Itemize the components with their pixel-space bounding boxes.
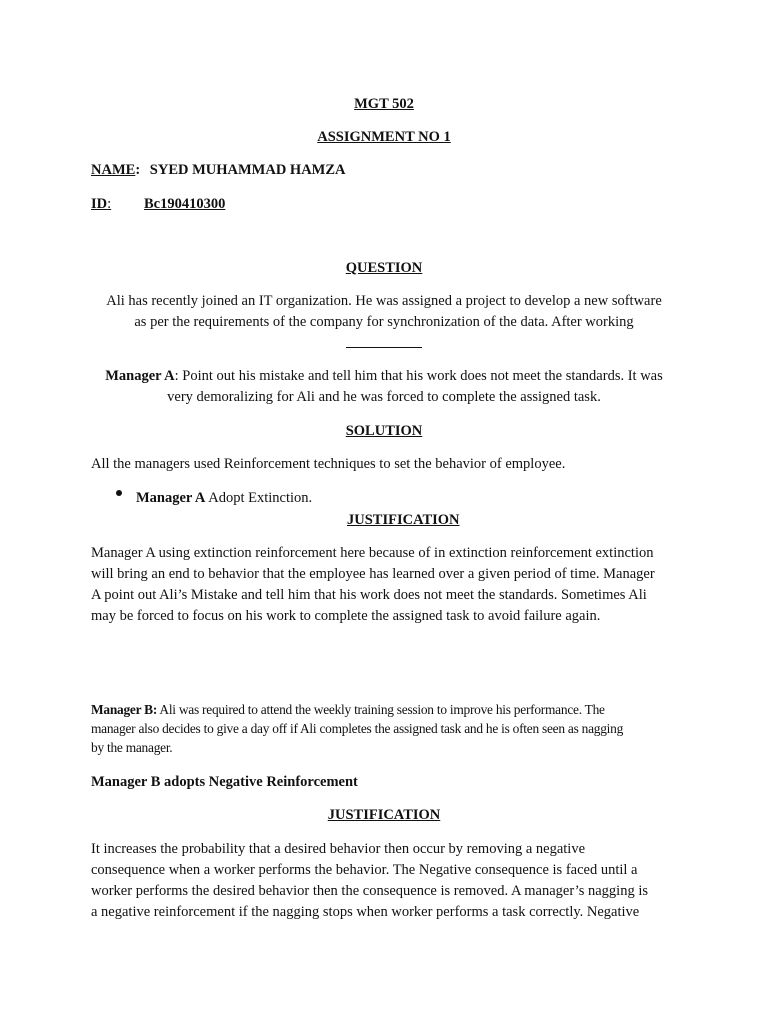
student-id: Bc190410300 [144, 196, 226, 212]
assignment-title: ASSIGNMENT NO 1 [317, 129, 451, 145]
justification-a-line: Manager A using extinction reinforcement here because of in extinction reinforcement extinction [91, 545, 654, 561]
manager-b-line: manager also decides to give a day off if Ali completes the assigned task and he is often seen as nagging [91, 721, 624, 736]
manager-a-question-line-1 [0, 367, 768, 385]
justification-a-line: may be forced to focus on his work to complete the assigned task to avoid failure again. [91, 608, 601, 624]
manager-b-adopts: Manager B adopts Negative Reinforcement [91, 774, 358, 790]
justification-a-line: will bring an end to behavior that the employee has learned over a given period of time. Manager [91, 566, 655, 582]
bullet-item [136, 489, 312, 507]
justification-b-line: a negative reinforcement if the nagging stops when worker performs a task correctly. Negative [91, 904, 640, 920]
question-line-1: Ali has recently joined an IT organization. He was assigned a project to develop a new software [106, 293, 662, 309]
manager-a-label: Manager A [105, 368, 175, 384]
justification-b-line: worker performs the desired behavior then the consequence is removed. A manager’s nagging is [91, 883, 649, 899]
course-code: MGT 502 [354, 96, 414, 112]
name-row [91, 161, 346, 179]
question-line-2: as per the requirements of the company for synchronization of the data. After working [134, 314, 634, 330]
justification-b-line: consequence when a worker performs the behavior. The Negative consequence is faced until a [91, 862, 638, 878]
name-colon: : [135, 162, 141, 178]
manager-a-text: : Point out his mistake and tell him that his work does not meet the standards. It was [174, 368, 663, 384]
name-label: NAME [91, 162, 136, 178]
justification-heading-b: JUSTIFICATION [327, 807, 441, 823]
solution-intro: All the managers used Reinforcement techniques to set the behavior of employee. [91, 456, 566, 472]
id-label: ID [91, 196, 108, 212]
manager-b-line [91, 701, 605, 719]
justification-heading-a: JUSTIFICATION [347, 512, 460, 528]
id-colon: : [107, 196, 112, 212]
manager-a-question-line-2: very demoralizing for Ali and he was forced to complete the assigned task. [167, 389, 601, 405]
solution-heading: SOLUTION [345, 423, 423, 439]
manager-b-label: Manager B: [91, 702, 158, 717]
bullet-label: Manager A [136, 490, 206, 506]
manager-b-line: by the manager. [91, 740, 173, 755]
question-heading: QUESTION [345, 260, 423, 276]
manager-b-text: Ali was required to attend the weekly training session to improve his performance. The [157, 702, 605, 717]
blank-line [346, 347, 422, 348]
bullet-text: Adopt Extinction. [205, 490, 313, 506]
student-name: SYED MUHAMMAD HAMZA [149, 162, 346, 178]
justification-b-line: It increases the probability that a desired behavior then occur by removing a negative [91, 841, 586, 857]
id-row [91, 195, 226, 213]
justification-a-line: A point out Ali’s Mistake and tell him that his work does not meet the standards. Sometimes Ali [91, 587, 647, 603]
bullet-icon [116, 490, 122, 496]
